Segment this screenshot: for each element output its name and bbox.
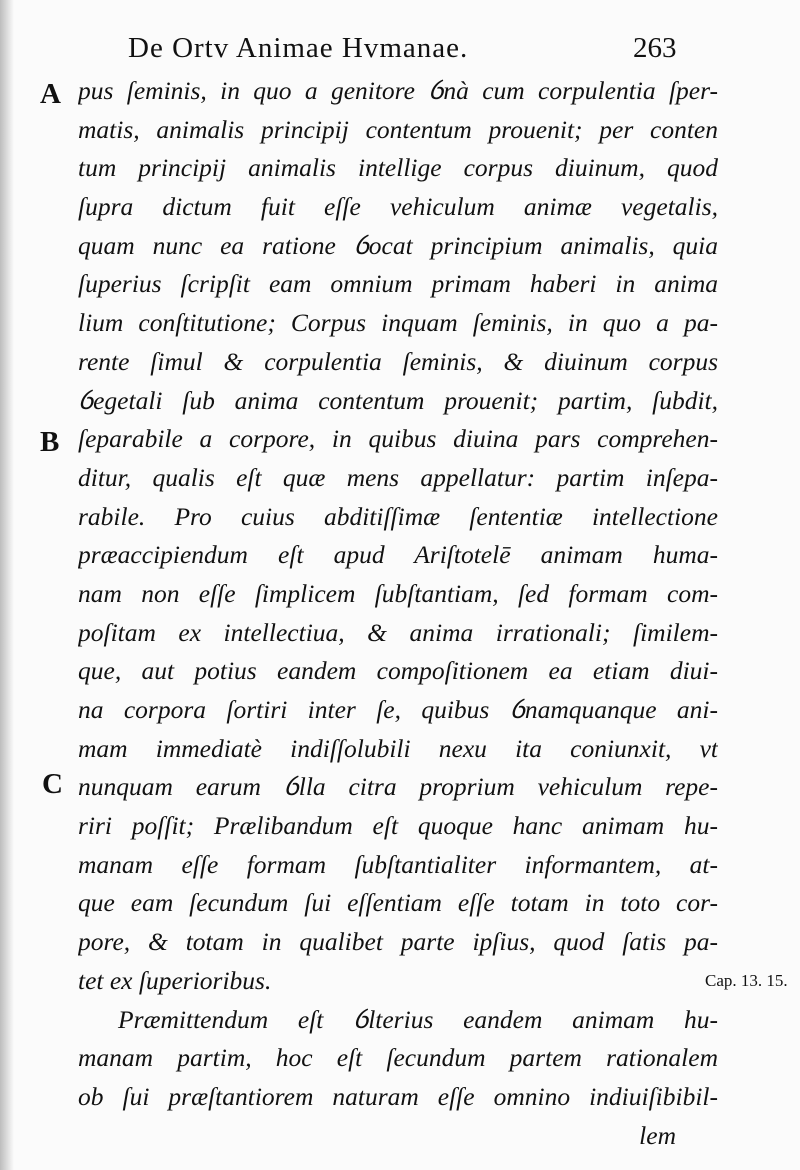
text-line: manam partim, hoc eſt ſecundum partem rationalem <box>78 1043 718 1073</box>
margin-marker-c: C <box>42 768 63 800</box>
text-line: pus ſeminis, in quo a genitore ỽnà cum corpulentia ſper- <box>78 76 718 105</box>
text-line: Præmittendum eſt ỽlterius eandem animam hu- <box>118 1004 718 1034</box>
text-line: que, aut potius eandem compoſitionem ea etiam diui- <box>78 656 718 686</box>
text-line: que eam ſecundum ſui eſſentiam eſſe totam in toto cor- <box>78 888 718 918</box>
text-line: manam eſſe formam ſubſtantialiter informantem, at- <box>78 849 718 879</box>
text-line: nam non eſſe ſimplicem ſubſtantiam, ſed formam com- <box>78 578 718 608</box>
text-line: ſupra dictum fuit eſſe vehiculum animæ vegetalis, <box>78 192 718 222</box>
text-line: matis, animalis principij contentum prouenit; per conten <box>78 114 718 144</box>
text-line: rente ſimul & corpulentia ſeminis, & diuinum corpus <box>78 346 718 376</box>
text-line: tet ex ſuperioribus. <box>78 965 272 995</box>
running-head: De Ortv Animae Hvmanae. <box>128 32 469 64</box>
text-line: ſuperius ſcripſit eam omnium primam haberi in anima <box>78 269 718 299</box>
text-line: nunquam earum ỽlla citra proprium vehiculum repe- <box>78 772 718 802</box>
body-text <box>78 72 718 1155</box>
marginal-note: Cap. 13. 15. <box>705 971 788 990</box>
text-line: poſitam ex intellectiua, & anima irrationali; ſimilem- <box>78 617 718 647</box>
text-line: quam nunc ea ratione ỽocat principium animalis, quia <box>78 230 718 260</box>
text-line: ỽegetali ſub anima contentum prouenit; partim, ſubdit, <box>78 385 718 415</box>
text-line: pore, & totam in qualibet parte ipſius, quod ſatis pa- <box>78 927 718 957</box>
text-line: na corpora ſortiri inter ſe, quibus ỽnamquanque ani- <box>78 695 718 724</box>
text-line: mam immediatè indiſſolubili nexu ita coniunxit, vt <box>78 733 718 763</box>
margin-marker-b: B <box>40 426 60 458</box>
text-line: riri poſſit; Prælibandum eſt quoque hanc animam hu- <box>78 811 718 841</box>
page-gutter-shadow <box>0 0 14 1170</box>
text-line: præaccipiendum eſt apud Ariſtotelē animam huma- <box>78 540 718 570</box>
catchword: lem <box>639 1120 676 1150</box>
margin-marker-a: A <box>40 78 61 110</box>
text-line: ditur, qualis eſt quæ mens appellatur: partim inſepa- <box>78 462 718 492</box>
text-line: rabile. Pro cuius abditiſſimæ ſententiæ intellectione <box>78 501 718 531</box>
text-line: ſeparabile a corpore, in quibus diuina pars comprehen- <box>78 424 718 454</box>
text-line: tum principij animalis intellige corpus diuinum, quod <box>78 153 718 183</box>
text-line: lium conſtitutione; Corpus inquam ſeminis, in quo a pa- <box>78 308 718 338</box>
text-line: ob ſui præſtantiorem naturam eſſe omnino indiuiſibibil- <box>78 1081 718 1111</box>
page-number: 263 <box>633 32 677 64</box>
